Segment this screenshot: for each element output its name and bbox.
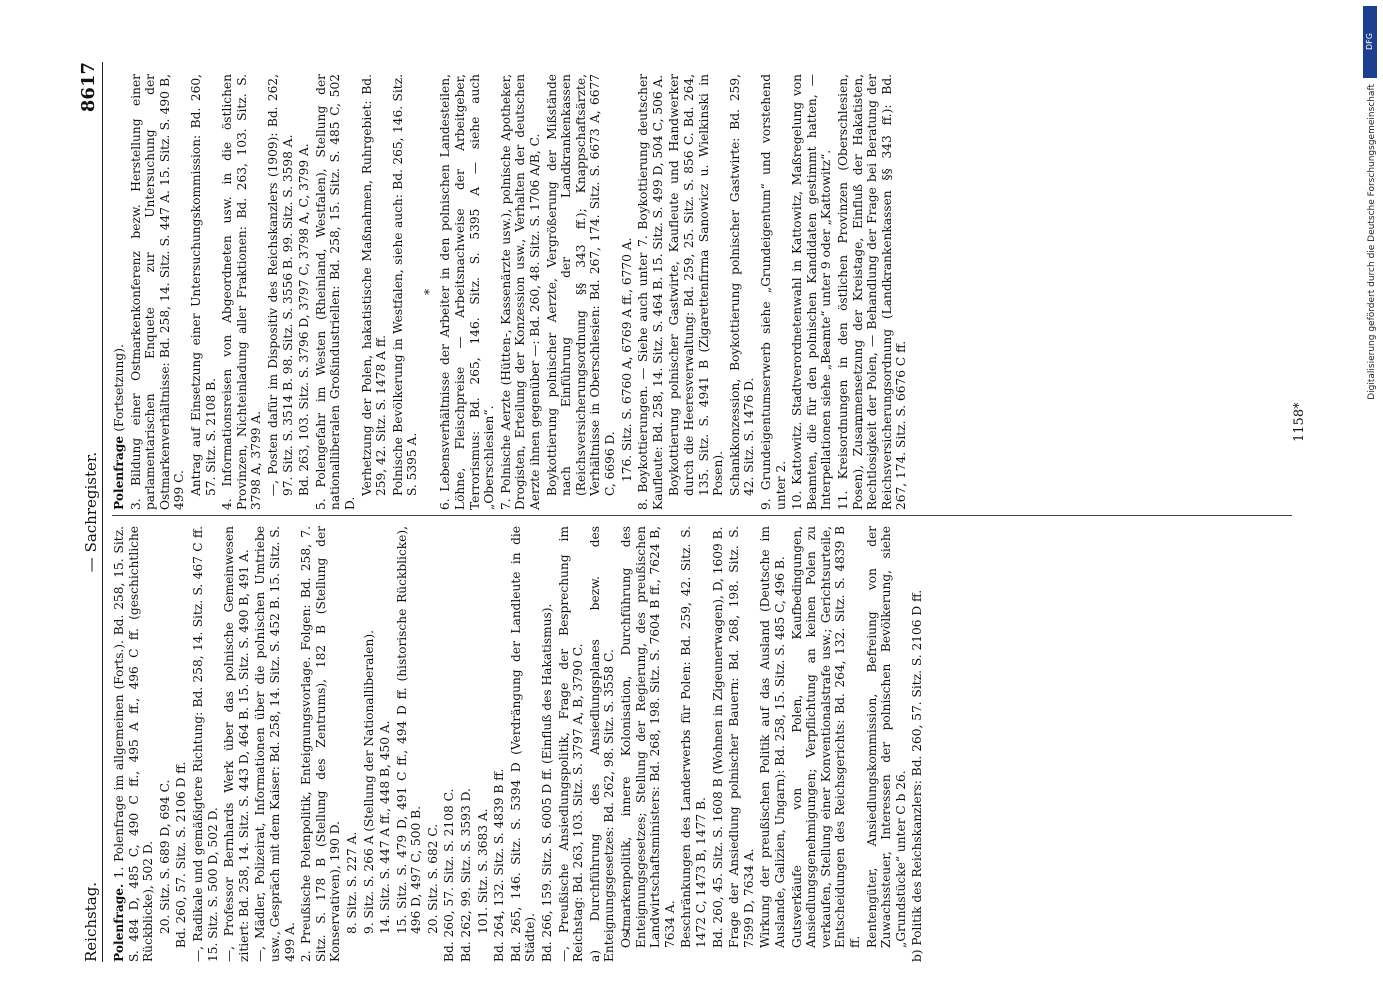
index-entry [426,526,441,962]
entry-text: b) Politik des Reichskanzlers: Bd. 260, 57. Sitz. S. 2106 D ff. [910,589,925,962]
index-entry [438,74,496,510]
index-entry [728,74,757,510]
index-entry [636,74,665,510]
index-entry [619,526,677,962]
index-entry [222,526,251,962]
entry-text: 9. Sitz. S. 266 A (Stellung der Nationalliberalen). [361,630,376,934]
index-entry [679,526,708,962]
entry-text: Rentengüter, Ansiedlungskommission, Befreiung von der Zuwachssteuer, Interessen der polnischen Bevölkerung, siehe „Grundstücke“ unter C b 26. [864,526,908,948]
index-entry [378,526,393,962]
index-entry [314,74,358,510]
index-entry [297,74,312,510]
index-entry [220,74,264,510]
entry-text: (Fortsetzung). [112,344,126,432]
index-entry [391,74,420,510]
digitization-credit: Digitalisierung gefördert durch die Deutsche Forschungsgemeinschaft [1367,84,1377,400]
entry-text: Bd. 265, 146. Sitz. S. 5394 D (Verdrängung der Landleute in die Städte). [508,526,538,962]
index-entry [758,526,787,962]
index-entry [266,74,295,510]
entry-text: Antrag auf Einsetzung einer Untersuchungskommission: Bd. 260, 57. Sitz. S. 2108 B. [188,74,218,496]
entry-text: 3. Bildung einer Ostmarkenkonferenz bezw. Herstellung einer parlamentarischen Enquete zur Untersuchung der Ostmarkenverhältnisse: Bd. 258, 14. Sitz. S. 447 A. 15. Sitz. S. 490 B, 499 C. [128,74,187,510]
entry-text: 5. Polengefahr im Westen (Rheinland, Westfalen), Stellung der nationalliberalen Großindustriellen: Bd. 258, 15. Sitz. S. 485 C, 502 D. [313,74,357,510]
column-divider [112,515,1292,516]
entry-heading: Polenfrage. [112,878,126,962]
index-entry [442,526,457,962]
entry-text: —, Mädler, Polizeirat, Informationen über die polnischen Umtriebe usw., Gespräch mit dem Kaiser: Bd. 258, 14. Sitz. S. 452 B. 15. Sitz. S. 499 A. [253,526,297,962]
index-entry [299,526,343,962]
entry-text: 8. Sitz. S. 227 A. [344,831,359,934]
index-entry [362,526,377,962]
entry-text: Bd. 264, 132. Sitz. S. 4839 B ff. [492,768,507,962]
entry-text: 9. Grundeigentumserwerb siehe „Grundeigentum“ und vorstehend unter 2. [758,74,788,510]
index-entry [492,526,507,962]
entry-text: Bd. 263, 103. Sitz. S. 3796 D, 3797 C, 3798 A, C, 3799 A. [297,143,312,496]
index-entry [395,526,424,962]
entry-text: 2. Preußische Polenpolitik, Enteignungsvorlage. Folgen: Bd. 258, 7. Sitz. S. 178 B (Stellung des Zentrums), 182 B (Stellung der Konservativen), 190 D. [299,526,343,962]
index-entry [509,526,538,962]
index-entry [189,74,218,510]
entry-text: Bd. 266, 159. Sitz. S. 6005 D ff. (Einfluß des Hakatismus). [540,603,555,962]
entry-text: Bd. 260, 57. Sitz. S. 2108 C. [442,788,457,962]
entry-text: 11. Kreisordnungen in den östlichen Provinzen (Oberschlesien, Posen), Zusammensetzung der Kreistage, Einfluß der Hakatisten, Rechtlosigkeit der Polen, — Behandlung der Frage bei Beratung der Reichsversicherungsordnung (Landkrankenkassen §§ 343 ff.): Bd. 267, 174. Sitz. S. 6676 C ff. [835,74,909,510]
index-entry [112,526,156,962]
entry-text: Bd. 260, 57. Sitz. S. 2106 D ff. [174,761,189,948]
index-entry [540,526,555,962]
index-entry [667,74,725,510]
entry-text: —, Radikale und gemäßigtere Richtung: Bd. 258, 14. Sitz. S. 467 C ff. 15. Sitz. S. 500 D, 502 D. [190,526,220,962]
page-footer: 1158* [1292,402,1307,442]
index-entry [174,526,189,962]
entry-text: —, Posten dafür im Dispositiv des Reichskanzlers (1909): Bd. 262, 97. Sitz. S. 3514 B. 98. Sitz. S. 3556 B. 99. Sitz. S. 3598 A. [265,74,295,496]
entry-heading: Polenfrage [112,431,126,510]
index-entry [620,74,635,510]
index-entry [112,74,127,510]
index-entry [865,526,909,962]
index-entry [790,74,834,510]
index-entry [836,74,909,510]
index-entry [158,526,173,962]
entry-text: Wirkung der preußischen Politik auf das Ausland (Deutsche im Auslande, Galizien, Ungarn): Bd. 258, 15. Sitz. S. 485 C, 496 B. [758,526,787,948]
header-rule [102,62,103,962]
index-entry [360,74,389,510]
dfg-logo: DFG [1363,6,1377,78]
index-column-right [112,74,911,510]
entry-text: Polnische Bevölkerung in Westfalen, siehe auch: Bd. 265, 146. Sitz. S. 5395 A. [390,74,420,496]
index-column-left [112,526,927,962]
entry-text: Bd. 262, 99. Sitz. S. 3593 D. [459,788,474,962]
entry-text: 8. Boykottierungen. — Siehe auch unter 7. Boykottierung deutscher Kaufleute: Bd. 258, 14. Sitz. S. 464 B. 15. Sitz. S. 499 D, 504 C, 506 A. [636,74,665,510]
entry-text: Beschränkungen des Landerwerbs für Polen: Bd. 259, 42. Sitz. S. 1472 C, 1473 B, 1477 B. [679,526,708,948]
entry-text: 15. Sitz. S. 479 D, 491 C ff., 494 D ff. (historische Rückblicke), 496 D, 497 C, 500 B. [394,526,424,934]
entry-text: a) Durchführung des Ansiedlungsplanes bezw. des Enteignungsgesetzes: Bd. 262, 98. Sitz. S. 3558 C. [587,526,617,962]
header-center: — Sachregister. [82,451,100,573]
entry-text: 1. Polenfrage im allgemeinen (Forts.). Bd. 258, 15. Sitz. S. 484 D, 485 C, 490 C ff., 495 A ff., 496 C ff. (geschichtliche Rückblicke), 502 D. [112,526,156,962]
index-entry [910,526,925,962]
index-entry [727,526,756,962]
entry-text: 101. Sitz. S. 3683 A. [475,808,490,934]
entry-text: 20. Sitz. S. 682 C. [425,823,440,934]
header-left: Reichstag. [82,881,100,962]
entry-text: Frage der Ansiedlung polnischer Bauern: Bd. 268, 198. Sitz. S. 7599 D, 7634 A. [727,526,756,948]
index-entry [253,526,297,962]
index-entry [345,526,360,962]
entry-text: Verhetzung der Polen, hakatistische Maßnahmen, Ruhrgebiet: Bd. 259, 42. Sitz. S. 1478 A ff. [359,74,389,496]
index-entry [459,526,474,962]
entry-text: —, Preußische Ansiedlungspolitik, Frage der Besprechung im Reichstag: Bd. 263, 103. Sitz. S. 3797 A, B, 3790 C. [556,526,586,962]
entry-text: 14. Sitz. S. 447 A ff., 448 B, 450 A. [378,720,393,934]
rotated-page [78,62,1308,962]
index-entry [129,74,187,510]
page-header [78,62,104,962]
index-entry [711,526,726,962]
entry-text: * [421,288,436,296]
index-entry [588,526,617,962]
index-entry [499,74,543,510]
index-entry [422,74,437,510]
index-entry [476,526,491,962]
entry-text: 10. Kattowitz. Stadtverordnetenwahl in Kattowitz, Maßregelung von Beamten, die für den polnischen Kandidaten gestimmt hatten, — Interpellationen siehe „Beamte“ unter 9 oder „Kattowitz“. [790,74,834,510]
entry-text: 176. Sitz. S. 6760 A, 6769 A ff., 6770 A. [619,237,634,482]
entry-text: Ostmarkenpolitik, innere Kolonisation, Durchführung des Enteignungsgesetzes; Stellung der Regierung, des preußischen Landwirtschaftsministers: Bd. 268, 198. Sitz. S. 7604 B ff., 7624 B, 7634 A. [619,526,677,948]
page-number: 8617 [78,62,99,113]
entry-text: Gutsverkäufe von Polen, Kaufbedingungen, Ansiedlungsgenehmigungen; Verpflichtung an keinen Polen zu verkaufen, Stellung einer Konventionalstrafe usw.; Gerichtsurteile, Entscheidungen des Reichsgerichts: Bd. 264, 132. Sitz. S. 4839 B ff. [789,526,862,948]
entry-text: Schankkonzession, Boykottierung polnischer Gastwirte: Bd. 259, 42. Sitz. S. 1476 D. [727,74,757,496]
index-entry [557,526,586,962]
entry-text: 7. Polnische Aerzte (Hütten-, Kassenärzte usw.), polnische Apotheker, Drogisten, Erteilung der Konzession usw., Verhalten der deutschen Aerzte ihnen gegenüber —: Bd. 260, 48. Sitz. S. 1706 A/B, C. [498,74,543,510]
entry-text: Boykottierung polnischer Gastwirte, Kaufleute und Handwerker durch die Heeresverwaltung: Bd. 259, 25. Sitz. S. 856 C. Bd. 264, 135. Sitz. S. 4941 B (Zigarettenfirma Sanowicz u. Wielkinski in Posen). [667,74,726,496]
index-entry [790,526,863,962]
entry-text: Boykottierung polnischer Aerzte, Vergrößerung der Mißstände nach Einführung der Landkrankenkassen (Reichsversicherungsordnung §§ 343 ff.); Knappschaftsärzte, Verhältnisse in Oberschlesien: Bd. 267, 174. Sitz. S. 6673 A, 6677 C, 6696 D. [544,74,617,496]
entry-text: Bd. 260, 45. Sitz. S. 1608 B (Wohnen in Zigeunerwagen), D, 1609 B. [710,526,725,948]
index-entry [191,526,220,962]
entry-text: 6. Lebensverhältnisse der Arbeiter in den polnischen Landesteilen, Löhne, Fleischpreise — Arbeitsnachweise der Arbeitgeber, Terrorismus: Bd. 265, 146. Sitz. S. 5395 A — siehe auch „Oberschlesien“. [438,74,497,510]
index-entry [545,74,618,510]
index-entry [759,74,788,510]
entry-text: 4. Informationsreisen von Abgeordneten usw. in die östlichen Provinzen, Nichteinladung aller Fraktionen: Bd. 263, 103. Sitz. S. 3798 A, 3799 A. [220,74,264,510]
entry-text: —, Professor Bernhards Werk über das polnische Gemeinwesen zitiert: Bd. 258, 14. Sitz. S. 443 D, 464 B. 15. Sitz. S. 490 B, 491 A. [222,526,251,962]
entry-text: 20. Sitz. S. 689 D, 694 C. [157,779,172,934]
